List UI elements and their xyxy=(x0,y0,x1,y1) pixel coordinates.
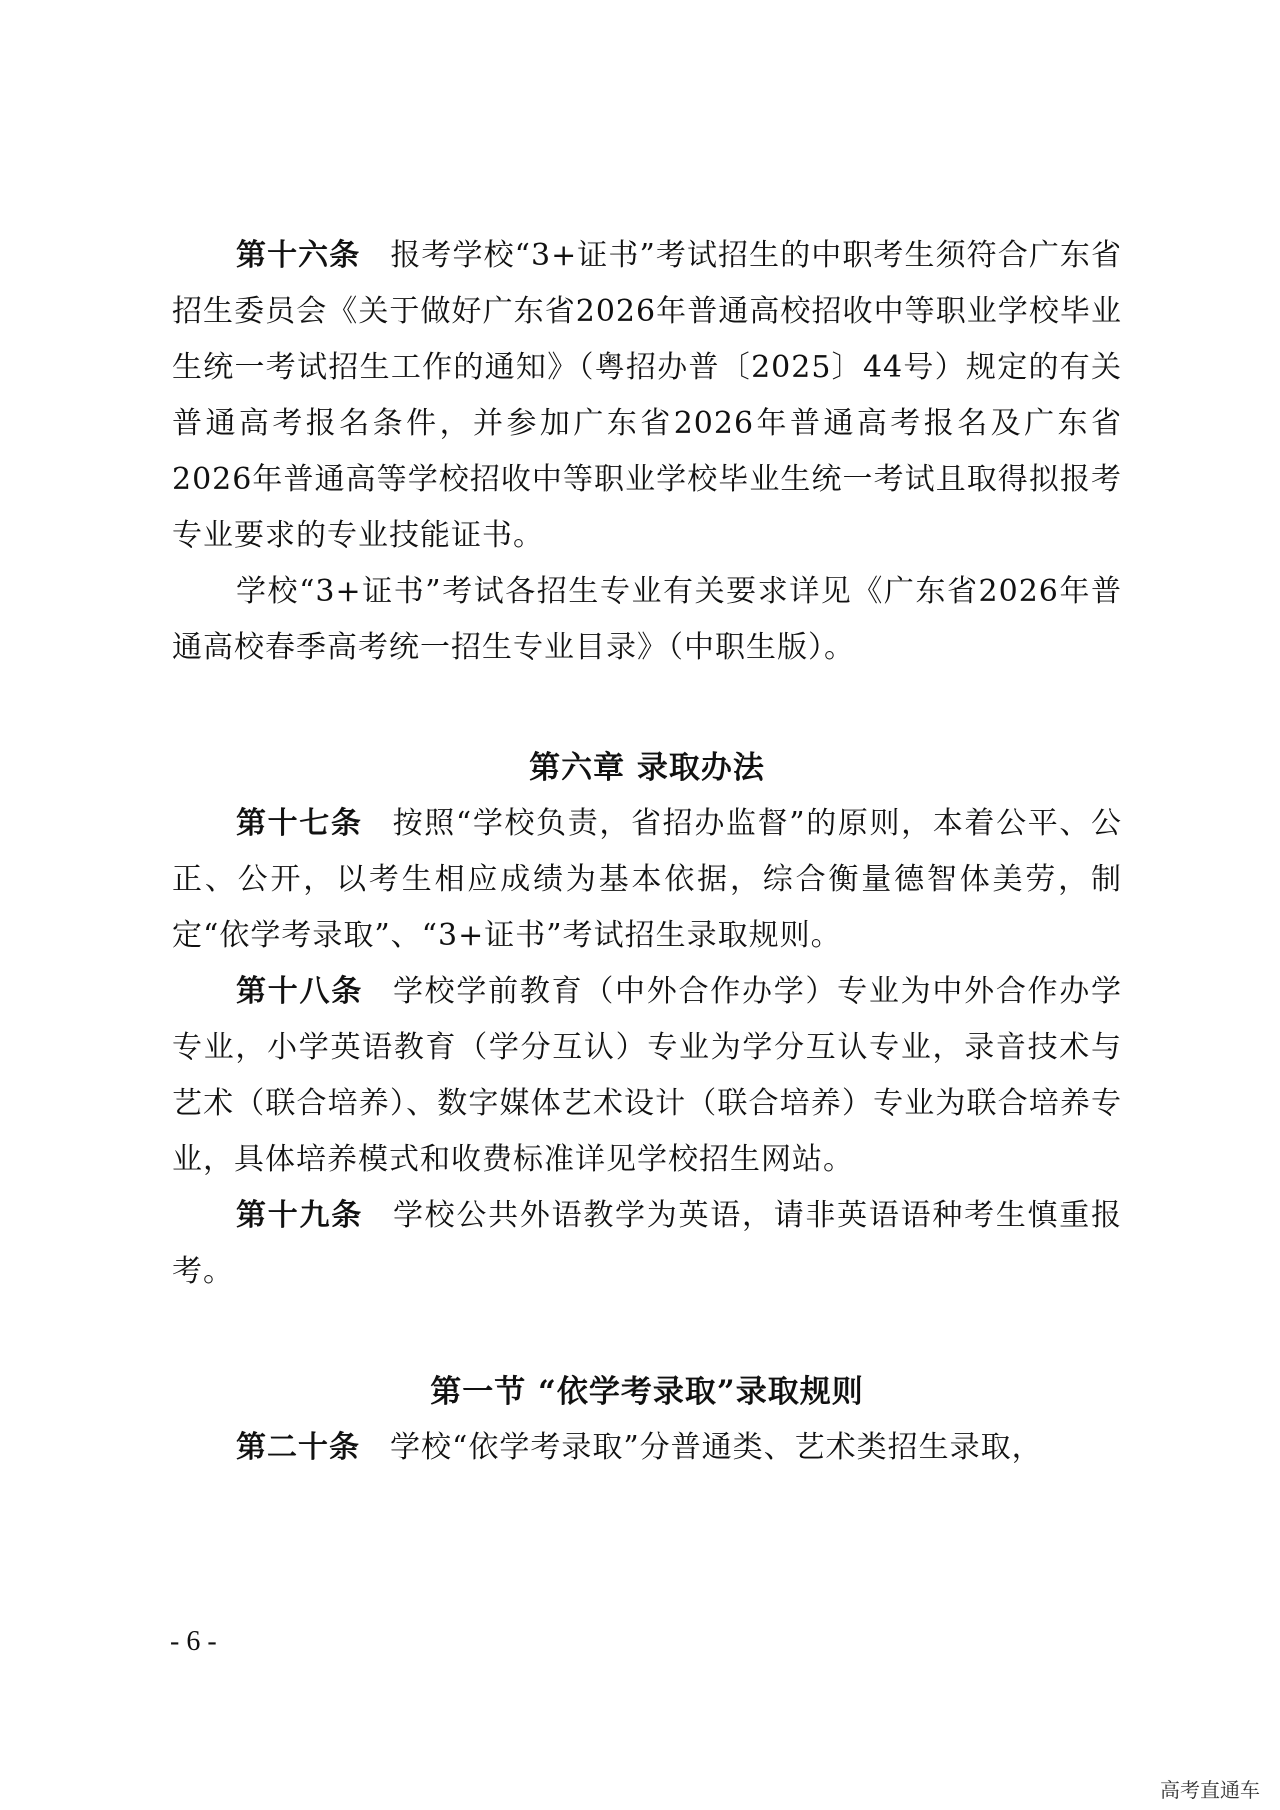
spacer xyxy=(172,676,1122,740)
article-20-label: 第二十条 xyxy=(236,1430,360,1465)
article-16 xyxy=(172,228,1122,564)
article-17-label: 第十七条 xyxy=(236,806,363,841)
article-20-text: 学校“依学考录取”分普通类、艺术类招生录取， xyxy=(390,1430,1043,1465)
watermark: 高考直通车 xyxy=(1160,1778,1260,1802)
section-heading: 第一节 “依学考录取”录取规则 xyxy=(430,1374,864,1410)
article-16-paragraph-2 xyxy=(172,564,1122,676)
article-16-label: 第十六条 xyxy=(236,238,361,273)
article-18-text: 学校学前教育（中外合作办学）专业为中外合作办学专业，小学英语教育（学分互认）专业为学分互认专业，录音技术与艺术（联合培养）、数字媒体艺术设计（联合培养）专业为联合培养专业，具体培养模式和收费标准详见学校招生网站。 xyxy=(172,974,1123,1177)
chapter-heading: 第六章 录取办法 xyxy=(529,750,765,786)
article-19 xyxy=(172,1188,1122,1300)
article-16-paragraph-2-text: 学校“3+证书”考试各招生专业有关要求详见《广东省2026年普通高校春季高考统一招生专业目录》（中职生版）。 xyxy=(172,574,1122,665)
article-20 xyxy=(172,1420,1122,1476)
article-17 xyxy=(172,796,1122,964)
document-body xyxy=(172,228,1122,1476)
page-number: - 6 - xyxy=(170,1626,217,1657)
spacer xyxy=(172,1300,1122,1364)
article-18-label: 第十八条 xyxy=(236,974,363,1009)
article-16-text: 报考学校“3+证书”考试招生的中职考生须符合广东省招生委员会《关于做好广东省2026年普通高校招收中等职业学校毕业生统一考试招生工作的通知》（粤招办普〔2025〕44号）规定的有关普通高考报名条件，并参加广东省2026年普通高考报名及广东省2026年普通高等学校招收中等职业学校毕业生统一考试且取得拟报考专业要求的专业技能证书。 xyxy=(172,238,1122,553)
article-17-text: 按照“学校负责，省招办监督”的原则，本着公平、公正、公开，以考生相应成绩为基本依据，综合衡量德智体美劳，制定“依学考录取”、“3+证书”考试招生录取规则。 xyxy=(172,806,1122,953)
article-18 xyxy=(172,964,1122,1188)
article-19-label: 第十九条 xyxy=(236,1198,363,1233)
article-19-text: 学校公共外语教学为英语，请非英语语种考生慎重报考。 xyxy=(172,1198,1123,1289)
